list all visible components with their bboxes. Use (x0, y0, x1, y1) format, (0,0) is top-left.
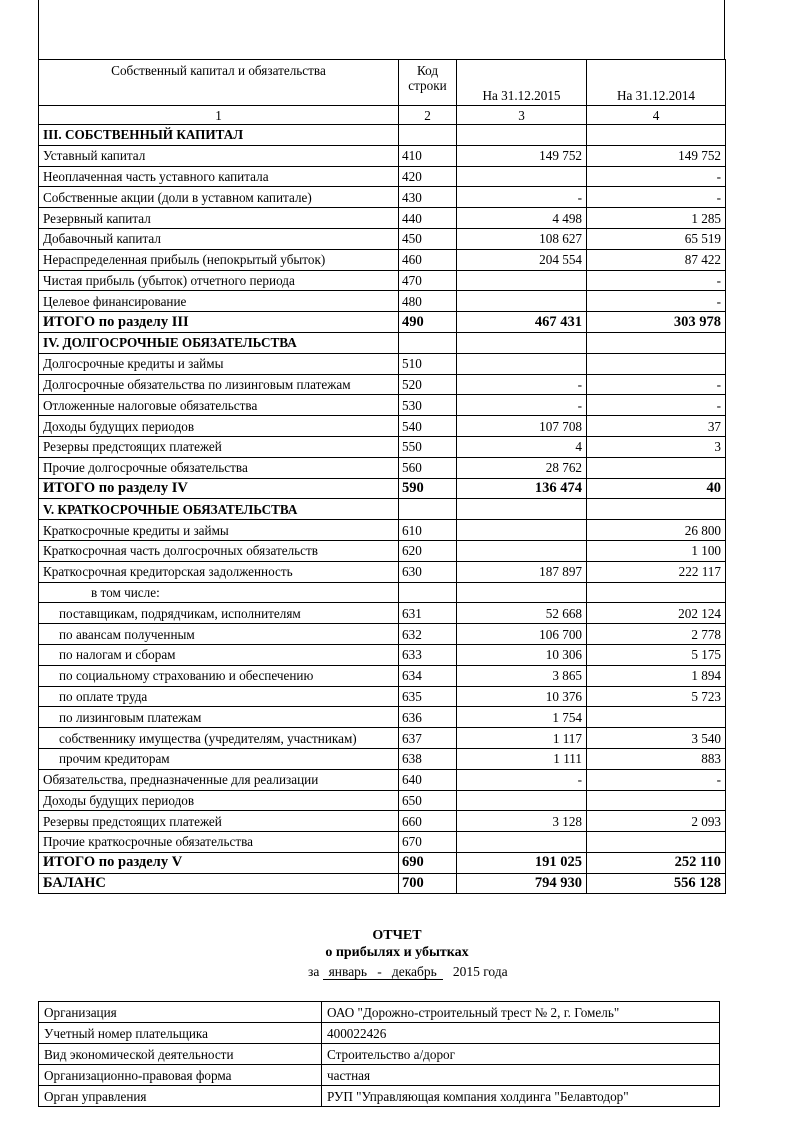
row-code-cell: 550 (399, 436, 457, 457)
row-value-2014-cell: 556 128 (587, 873, 726, 894)
row-value-2014-cell (587, 582, 726, 603)
row-value-2015-cell: - (457, 769, 587, 790)
row-value-2014-cell: 1 894 (587, 665, 726, 686)
balance-header-row (39, 60, 726, 106)
row-name-cell: ИТОГО по разделу IV (39, 478, 399, 499)
org-info-row (39, 1044, 720, 1065)
row-value-2014-cell: 87 422 (587, 249, 726, 270)
org-info-label: Вид экономической деятельности (39, 1044, 322, 1065)
row-value-2014-cell (587, 790, 726, 811)
table-row (39, 707, 726, 728)
row-value-2015-cell: 10 306 (457, 644, 587, 665)
row-value-2015-cell: 107 708 (457, 416, 587, 437)
row-value-2015-cell: 52 668 (457, 603, 587, 624)
row-value-2014-cell: - (587, 395, 726, 416)
row-value-2015-cell (457, 270, 587, 291)
row-value-2015-cell: 191 025 (457, 852, 587, 873)
row-code-cell: 690 (399, 852, 457, 873)
org-info-value: РУП "Управляющая компания холдинга "Белавтодор" (322, 1086, 720, 1107)
table-row (39, 416, 726, 437)
row-value-2015-cell: 4 (457, 436, 587, 457)
header-name: Собственный капитал и обязательства (39, 60, 399, 106)
row-code-cell: 637 (399, 728, 457, 749)
org-info-row (39, 1065, 720, 1086)
row-value-2014-cell: 1 285 (587, 208, 726, 229)
table-row (39, 665, 726, 686)
col-number-3: 3 (457, 106, 587, 125)
row-name-cell: Резервы предстоящих платежей (39, 436, 399, 457)
org-info-value: частная (322, 1065, 720, 1086)
period-year: 2015 года (452, 964, 508, 979)
row-name-cell: Прочие краткосрочные обязательства (39, 832, 399, 853)
report-period (308, 964, 508, 980)
row-value-2015-cell (457, 353, 587, 374)
org-info-row (39, 1002, 720, 1023)
row-name-cell: Чистая прибыль (убыток) отчетного периода (39, 270, 399, 291)
row-value-2015-cell: 1 111 (457, 748, 587, 769)
row-value-2014-cell (587, 832, 726, 853)
row-value-2014-cell: 303 978 (587, 312, 726, 333)
organization-info-body (39, 1002, 720, 1107)
header-code-line1: Код (416, 63, 439, 78)
row-value-2015-cell: 794 930 (457, 873, 587, 894)
row-code-cell: 670 (399, 832, 457, 853)
row-name-cell: Собственные акции (доли в уставном капитале) (39, 187, 399, 208)
row-value-2014-cell: 5 175 (587, 644, 726, 665)
row-value-2014-cell: 202 124 (587, 603, 726, 624)
table-row (39, 270, 726, 291)
row-value-2014-cell (587, 125, 726, 146)
report-title: ОТЧЕТ (372, 928, 422, 943)
row-code-cell: 590 (399, 478, 457, 499)
row-value-2014-cell: 1 100 (587, 540, 726, 561)
table-row (39, 603, 726, 624)
org-info-label: Орган управления (39, 1086, 322, 1107)
row-name-cell: Целевое финансирование (39, 291, 399, 312)
table-row (39, 520, 726, 541)
row-name-cell: Краткосрочные кредиты и займы (39, 520, 399, 541)
row-code-cell: 660 (399, 811, 457, 832)
row-value-2015-cell (457, 790, 587, 811)
row-name-cell: по лизинговым платежам (39, 707, 399, 728)
row-value-2014-cell: 2 778 (587, 624, 726, 645)
row-value-2014-cell: 149 752 (587, 145, 726, 166)
period-dash: - (377, 964, 382, 979)
row-value-2014-cell: 2 093 (587, 811, 726, 832)
table-row (39, 395, 726, 416)
header-date-2014: На 31.12.2014 (587, 60, 726, 106)
row-value-2014-cell: 65 519 (587, 228, 726, 249)
table-row (39, 686, 726, 707)
row-code-cell: 700 (399, 873, 457, 894)
row-code-cell: 633 (399, 644, 457, 665)
row-name-cell: Прочие долгосрочные обязательства (39, 457, 399, 478)
table-row (39, 644, 726, 665)
row-code-cell: 620 (399, 540, 457, 561)
row-value-2014-cell (587, 332, 726, 353)
row-code-cell: 540 (399, 416, 457, 437)
row-name-cell: Неоплаченная часть уставного капитала (39, 166, 399, 187)
row-value-2015-cell (457, 499, 587, 520)
row-code-cell: 634 (399, 665, 457, 686)
row-name-cell: ИТОГО по разделу V (39, 852, 399, 873)
row-value-2014-cell: - (587, 769, 726, 790)
table-row (39, 353, 726, 374)
row-name-cell: Отложенные налоговые обязательства (39, 395, 399, 416)
row-name-cell: Обязательства, предназначенные для реализации (39, 769, 399, 790)
row-code-cell: 632 (399, 624, 457, 645)
row-code-cell (399, 332, 457, 353)
row-code-cell: 460 (399, 249, 457, 270)
row-value-2015-cell (457, 540, 587, 561)
row-code-cell (399, 582, 457, 603)
period-prefix: за (308, 964, 320, 979)
row-name-cell: прочим кредиторам (39, 748, 399, 769)
table-row (39, 457, 726, 478)
table-row (39, 790, 726, 811)
row-value-2014-cell: 222 117 (587, 561, 726, 582)
row-value-2015-cell: 1 117 (457, 728, 587, 749)
row-value-2014-cell (587, 457, 726, 478)
row-value-2014-cell: - (587, 374, 726, 395)
table-row (39, 728, 726, 749)
row-value-2014-cell (587, 707, 726, 728)
row-name-cell: по налогам и сборам (39, 644, 399, 665)
row-value-2014-cell: - (587, 291, 726, 312)
row-code-cell: 450 (399, 228, 457, 249)
row-value-2014-cell: - (587, 166, 726, 187)
row-code-cell: 530 (399, 395, 457, 416)
report-subtitle: о прибылях и убытках (325, 945, 469, 960)
table-row (39, 187, 726, 208)
total-row (39, 312, 726, 333)
col-number-4: 4 (587, 106, 726, 125)
row-value-2015-cell (457, 166, 587, 187)
period-months (323, 965, 443, 980)
row-value-2014-cell: 40 (587, 478, 726, 499)
row-value-2015-cell: 204 554 (457, 249, 587, 270)
row-value-2015-cell: 187 897 (457, 561, 587, 582)
total-row (39, 852, 726, 873)
row-name-cell: Добавочный капитал (39, 228, 399, 249)
row-value-2015-cell: 28 762 (457, 457, 587, 478)
row-name-cell: Резервы предстоящих платежей (39, 811, 399, 832)
balance-table (38, 59, 726, 894)
row-value-2015-cell: 467 431 (457, 312, 587, 333)
row-value-2014-cell: 5 723 (587, 686, 726, 707)
row-name-cell: Краткосрочная кредиторская задолженность (39, 561, 399, 582)
org-info-row (39, 1086, 720, 1107)
row-name-cell: собственнику имущества (учредителям, участникам) (39, 728, 399, 749)
org-info-label: Организация (39, 1002, 322, 1023)
row-code-cell: 635 (399, 686, 457, 707)
row-code-cell: 630 (399, 561, 457, 582)
table-row (39, 540, 726, 561)
header-code-line2: строки (408, 78, 447, 93)
row-value-2015-cell (457, 125, 587, 146)
table-row (39, 228, 726, 249)
row-name-cell: Нераспределенная прибыль (непокрытый убыток) (39, 249, 399, 270)
table-row (39, 166, 726, 187)
row-code-cell: 480 (399, 291, 457, 312)
table-row (39, 291, 726, 312)
organization-info-table (38, 1001, 720, 1107)
row-value-2015-cell (457, 332, 587, 353)
row-code-cell: 631 (399, 603, 457, 624)
org-info-row (39, 1023, 720, 1044)
row-value-2015-cell (457, 832, 587, 853)
row-code-cell: 636 (399, 707, 457, 728)
row-code-cell: 410 (399, 145, 457, 166)
total-row (39, 873, 726, 894)
row-value-2014-cell: 3 540 (587, 728, 726, 749)
table-row (39, 748, 726, 769)
row-value-2015-cell: 149 752 (457, 145, 587, 166)
row-code-cell: 430 (399, 187, 457, 208)
row-code-cell: 640 (399, 769, 457, 790)
row-code-cell: 638 (399, 748, 457, 769)
row-value-2015-cell: 4 498 (457, 208, 587, 229)
row-name-cell: Доходы будущих периодов (39, 790, 399, 811)
row-code-cell: 440 (399, 208, 457, 229)
row-value-2015-cell: 3 128 (457, 811, 587, 832)
row-value-2015-cell: 10 376 (457, 686, 587, 707)
row-value-2015-cell: 1 754 (457, 707, 587, 728)
section-header-row (39, 125, 726, 146)
table-row (39, 374, 726, 395)
table-row (39, 249, 726, 270)
row-name-cell: Краткосрочная часть долгосрочных обязательств (39, 540, 399, 561)
balance-body (39, 125, 726, 894)
row-name-cell: по авансам полученным (39, 624, 399, 645)
row-code-cell: 470 (399, 270, 457, 291)
row-name-cell: Уставный капитал (39, 145, 399, 166)
row-code-cell: 420 (399, 166, 457, 187)
section-header-row (39, 499, 726, 520)
section-header-row (39, 332, 726, 353)
row-value-2014-cell: 252 110 (587, 852, 726, 873)
row-name-cell: IV. ДОЛГОСРОЧНЫЕ ОБЯЗАТЕЛЬСТВА (39, 332, 399, 353)
row-name-cell: Резервный капитал (39, 208, 399, 229)
row-code-cell: 510 (399, 353, 457, 374)
org-info-label: Организационно-правовая форма (39, 1065, 322, 1086)
row-value-2014-cell: 3 (587, 436, 726, 457)
row-name-cell: поставщикам, подрядчикам, исполнителям (39, 603, 399, 624)
row-value-2014-cell: 37 (587, 416, 726, 437)
row-name-cell: V. КРАТКОСРОЧНЫЕ ОБЯЗАТЕЛЬСТВА (39, 499, 399, 520)
row-value-2015-cell: 3 865 (457, 665, 587, 686)
row-name-cell: III. СОБСТВЕННЫЙ КАПИТАЛ (39, 125, 399, 146)
org-info-label: Учетный номер плательщика (39, 1023, 322, 1044)
row-value-2014-cell: - (587, 187, 726, 208)
row-name-cell: ИТОГО по разделу III (39, 312, 399, 333)
row-name-cell: Доходы будущих периодов (39, 416, 399, 437)
table-row (39, 769, 726, 790)
row-value-2014-cell: - (587, 270, 726, 291)
row-value-2015-cell: 108 627 (457, 228, 587, 249)
row-code-cell (399, 499, 457, 520)
row-code-cell: 490 (399, 312, 457, 333)
period-to: декабрь (391, 964, 437, 979)
row-value-2014-cell: 883 (587, 748, 726, 769)
row-value-2014-cell (587, 353, 726, 374)
col-number-1: 1 (39, 106, 399, 125)
header-code (399, 60, 457, 106)
org-info-value: 400022426 (322, 1023, 720, 1044)
row-name-cell: в том числе: (39, 582, 399, 603)
table-row (39, 582, 726, 603)
row-name-cell: Долгосрочные кредиты и займы (39, 353, 399, 374)
table-row (39, 624, 726, 645)
table-row (39, 208, 726, 229)
org-info-value: ОАО "Дорожно-строительный трест № 2, г. Гомель" (322, 1002, 720, 1023)
table-row (39, 811, 726, 832)
row-value-2015-cell (457, 291, 587, 312)
row-name-cell: БАЛАНС (39, 873, 399, 894)
row-value-2015-cell (457, 520, 587, 541)
row-value-2015-cell (457, 582, 587, 603)
table-top-border-left (38, 0, 39, 60)
header-date-2015: На 31.12.2015 (457, 60, 587, 106)
table-row (39, 436, 726, 457)
row-code-cell: 560 (399, 457, 457, 478)
table-row (39, 561, 726, 582)
period-from: январь (328, 964, 368, 979)
row-name-cell: Долгосрочные обязательства по лизинговым платежам (39, 374, 399, 395)
org-info-value: Строительство а/дорог (322, 1044, 720, 1065)
row-code-cell (399, 125, 457, 146)
row-value-2015-cell: - (457, 187, 587, 208)
table-top-border-right (724, 0, 725, 60)
row-name-cell: по оплате труда (39, 686, 399, 707)
row-value-2015-cell: 136 474 (457, 478, 587, 499)
row-code-cell: 610 (399, 520, 457, 541)
table-row (39, 145, 726, 166)
row-value-2015-cell: - (457, 374, 587, 395)
total-row (39, 478, 726, 499)
column-number-row (39, 106, 726, 125)
row-value-2014-cell: 26 800 (587, 520, 726, 541)
row-value-2015-cell: 106 700 (457, 624, 587, 645)
row-value-2014-cell (587, 499, 726, 520)
row-code-cell: 650 (399, 790, 457, 811)
row-code-cell: 520 (399, 374, 457, 395)
row-value-2015-cell: - (457, 395, 587, 416)
row-name-cell: по социальному страхованию и обеспечению (39, 665, 399, 686)
table-row (39, 832, 726, 853)
col-number-2: 2 (399, 106, 457, 125)
